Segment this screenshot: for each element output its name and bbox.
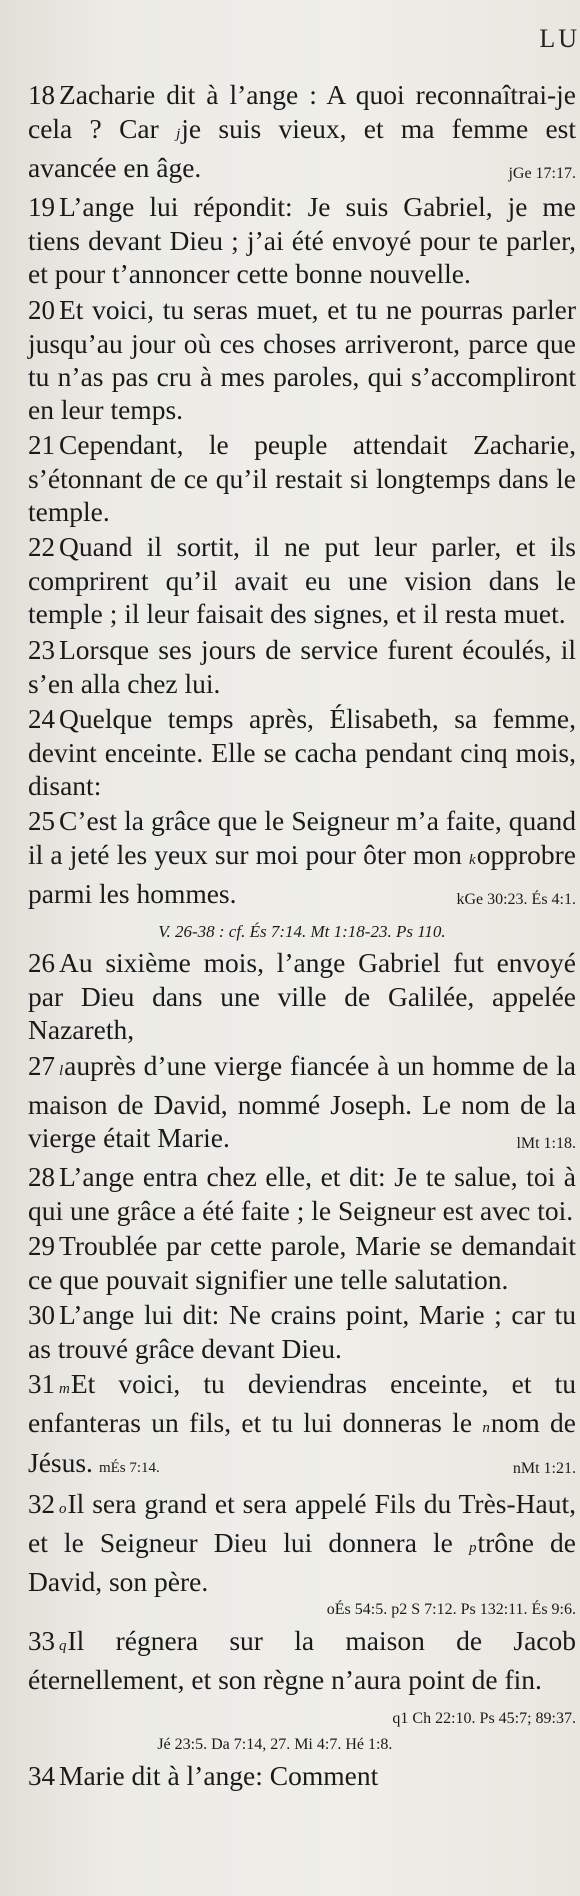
footnote-marker: p — [468, 1539, 477, 1556]
verse-text: Et voici, tu seras muet, et tu ne pourras parler jusqu’au jour où ces choses arriveront, parce que tu n’as pas cru à mes paroles, qui s’accompliront en leur temps. — [28, 293, 576, 425]
verse-21 — [28, 428, 576, 528]
verse-20 — [28, 293, 576, 426]
cross-reference: lMt 1:18. — [516, 1134, 576, 1152]
verse-text: Lorsque ses jours de service furent écoulés, il s’en alla chez lui. — [28, 633, 576, 699]
verse-number: 33 — [28, 1625, 55, 1656]
verse-30 — [28, 1298, 576, 1365]
cross-reference: q1 Ch 22:10. Ps 45:7; 89:37. — [392, 1710, 576, 1728]
cross-reference: kGe 30:23. És 4:1. — [456, 891, 576, 909]
footnote-marker: q — [59, 1637, 67, 1654]
verse-number: 27 — [28, 1050, 55, 1081]
verse-number: 28 — [28, 1161, 55, 1192]
verse-31 — [28, 1367, 576, 1484]
verse-28 — [28, 1160, 576, 1227]
verse-number: 34 — [28, 1761, 55, 1792]
verse-number: 29 — [28, 1231, 55, 1261]
verse-number: 31 — [28, 1369, 55, 1400]
verse-text: Cependant, le peuple attendait Zacharie, s’étonnant de ce qu’il restait si longtemps dans le temple. — [28, 428, 576, 528]
verse-29 — [28, 1229, 576, 1296]
verse-text: Il régnera sur la maison de Jacob éternellement, et son règne n’aura point de fin. — [28, 1624, 576, 1696]
verse-text: Et voici, tu deviendras enceinte, et tu enfanteras un fils, et tu lui donneras le — [28, 1368, 576, 1439]
verse-33 — [28, 1624, 576, 1728]
verse-26 — [28, 946, 576, 1046]
verse-27 — [28, 1049, 576, 1154]
verse-24 — [28, 702, 576, 802]
verse-text: L’ange lui dit: Ne crains point, Marie ; car tu as trouvé grâce devant Dieu. — [28, 1299, 576, 1365]
section-heading: V. 26-38 : cf. És 7:14. Mt 1:18-23. Ps 110. — [158, 922, 446, 942]
verse-number: 18 — [28, 80, 55, 110]
footnote-marker: n — [482, 1420, 490, 1437]
verse-text: C’est la grâce que le Seigneur m’a faite, quand il a jeté les yeux sur moi pour ôter mon — [28, 804, 576, 871]
verse-number: 21 — [28, 429, 55, 460]
footnote-marker: j — [176, 126, 181, 143]
verse-number: 23 — [28, 634, 55, 665]
verse-23 — [28, 633, 576, 700]
verse-text: Il sera grand et sera appelé Fils du Très-Haut, et le Seigneur Dieu lui donnera le — [28, 1487, 576, 1558]
cross-reference-line: oÉs 54:5. p2 S 7:12. Ps 132:11. És 9:6. — [326, 1600, 576, 1618]
book-header: LU — [539, 24, 580, 53]
verse-22 — [28, 530, 576, 630]
verse-34 — [28, 1759, 576, 1793]
verse-text: Au sixième mois, l’ange Gabriel fut envoyé par Dieu dans une ville de Galilée, appelée Nazareth, — [28, 947, 576, 1046]
verse-text: nom de Jésus. — [28, 1407, 576, 1478]
verse-text: je suis vieux, et ma femme est avancée en âge. — [28, 113, 577, 184]
verse-text: Marie dit à l’ange: Comment — [59, 1760, 379, 1792]
verse-text: trône de David, son père. — [28, 1526, 576, 1597]
footnote-marker: k — [469, 852, 476, 869]
verse-number: 20 — [28, 294, 55, 325]
verse-text: Quelque temps après, Élisabeth, sa femme, devint enceinte. Elle se cacha pendant cinq mois, disant: — [28, 702, 576, 801]
cross-reference: mÉs 7:14. — [98, 1459, 160, 1476]
cross-reference: jGe 17:17. — [508, 165, 576, 183]
footnote-marker: o — [59, 1500, 67, 1517]
verse-25 — [28, 804, 576, 910]
cross-reference-line: Jé 23:5. Da 7:14, 27. Mi 4:7. Hé 1:8. — [157, 1736, 393, 1754]
verse-text: Troublée par cette parole, Marie se demandait ce que pouvait signifier une telle salutation. — [28, 1230, 576, 1296]
verse-18 — [28, 78, 576, 184]
verse-text: L’ange lui répondit: Je suis Gabriel, je me tiens devant Dieu ; j’ai été envoyé pour te parler, et pour t’annoncer cette bonne nouvelle. — [28, 191, 576, 290]
verse-19 — [28, 190, 576, 290]
verse-number: 26 — [28, 948, 55, 979]
verse-text: L’ange entra chez elle, et dit: Je te salue, toi à qui une grâce a été faite ; le Seigneur est avec toi. — [28, 1160, 576, 1226]
cross-reference: nMt 1:21. — [512, 1459, 576, 1477]
verse-text: opprobre parmi les hommes. — [28, 839, 576, 910]
verse-text: auprès d’une vierge fiancée à un homme de la maison de David, nommé Joseph. Le nom de la vierge était Marie. — [28, 1049, 576, 1153]
verse-number: 32 — [28, 1488, 55, 1519]
verse-number: 22 — [28, 532, 55, 563]
verse-number: 25 — [28, 805, 55, 836]
verse-number: 24 — [28, 703, 55, 734]
scripture-text — [28, 78, 576, 1795]
footnote-marker: m — [59, 1381, 70, 1398]
footnote-marker: l — [59, 1062, 64, 1079]
verse-number: 30 — [28, 1300, 55, 1331]
verse-text: Zacharie dit à l’ange : A quoi reconnaîtrai-je cela ? Car — [28, 79, 576, 145]
verse-text: Quand il sortit, il ne put leur parler, et ils comprirent qu’il avait eu une vision dans le temple ; il leur faisait des signes, et il resta muet. — [28, 531, 576, 630]
verse-number: 19 — [28, 192, 55, 223]
verse-32 — [28, 1487, 576, 1598]
